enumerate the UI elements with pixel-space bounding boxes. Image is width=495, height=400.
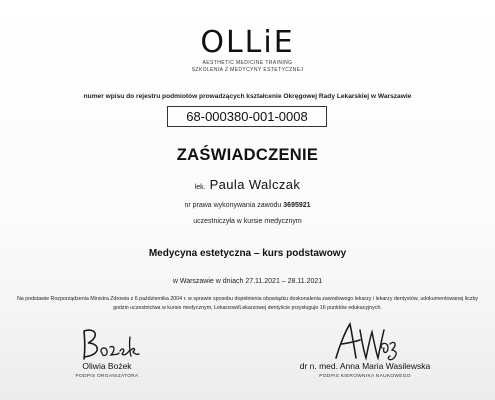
logo-wordmark: OLLiE bbox=[200, 25, 295, 60]
license-label: nr prawa wykonywania zawodu bbox=[184, 202, 282, 209]
organizer-role: PODPIS ORGANIZATORA bbox=[75, 374, 139, 379]
scientific-director-role: PODPIS KIEROWNIKA NAUKOWEGO bbox=[319, 374, 411, 379]
recipient-row bbox=[0, 177, 495, 192]
recipient-title: lek. bbox=[194, 184, 206, 191]
logo-tagline-pl: SZKOLENIA Z MEDYCYNY ESTETYCZNEJ bbox=[191, 67, 304, 73]
logo-tagline-en: AESTHETIC MEDICINE TRAINING bbox=[202, 60, 293, 66]
registry-label: numer wpisu do rejestru podmiotów prowadzących kształcenie Okręgowej Rady Lekarskiej w Warszawie bbox=[83, 93, 412, 100]
legal-basis-text: Na podstawie Rozporządzenia Ministra Zdrowia z 6 października 2004 r. w sprawie sposobu dopełnienia obowiązku doskonalenia zawodowego lekarzy i lekarzy dentystów, udokumentowanej liczby godzin uczestnictwa w kursie medycznym, Lekarzowi/Lekarzowej dentyście przysługuje 16 punktów edukacyjnych. bbox=[16, 296, 479, 311]
course-name: Medycyna estetyczna – kurs podstawowy bbox=[148, 248, 347, 259]
participation-text: uczestniczyła w kursie medycznym bbox=[193, 218, 302, 225]
scientific-director-name: dr n. med. Anna Maria Wasilewska bbox=[299, 361, 431, 371]
scientific-director-signature-image bbox=[330, 318, 402, 366]
registry-number: 68-000380-001-0008 bbox=[167, 106, 327, 127]
license-row bbox=[0, 202, 495, 209]
course-dates: w Warszawie w dniach 27.11.2021 – 28.11.2021 bbox=[172, 278, 323, 285]
license-number: 3695921 bbox=[283, 202, 311, 209]
recipient-name: Paula Walczak bbox=[209, 177, 301, 192]
organizer-signature-image bbox=[76, 323, 140, 365]
organizer-name: Oliwia Bożek bbox=[82, 361, 132, 371]
certificate-title: ZAŚWIADCZENIE bbox=[176, 146, 319, 164]
ollie-logo bbox=[0, 25, 495, 60]
